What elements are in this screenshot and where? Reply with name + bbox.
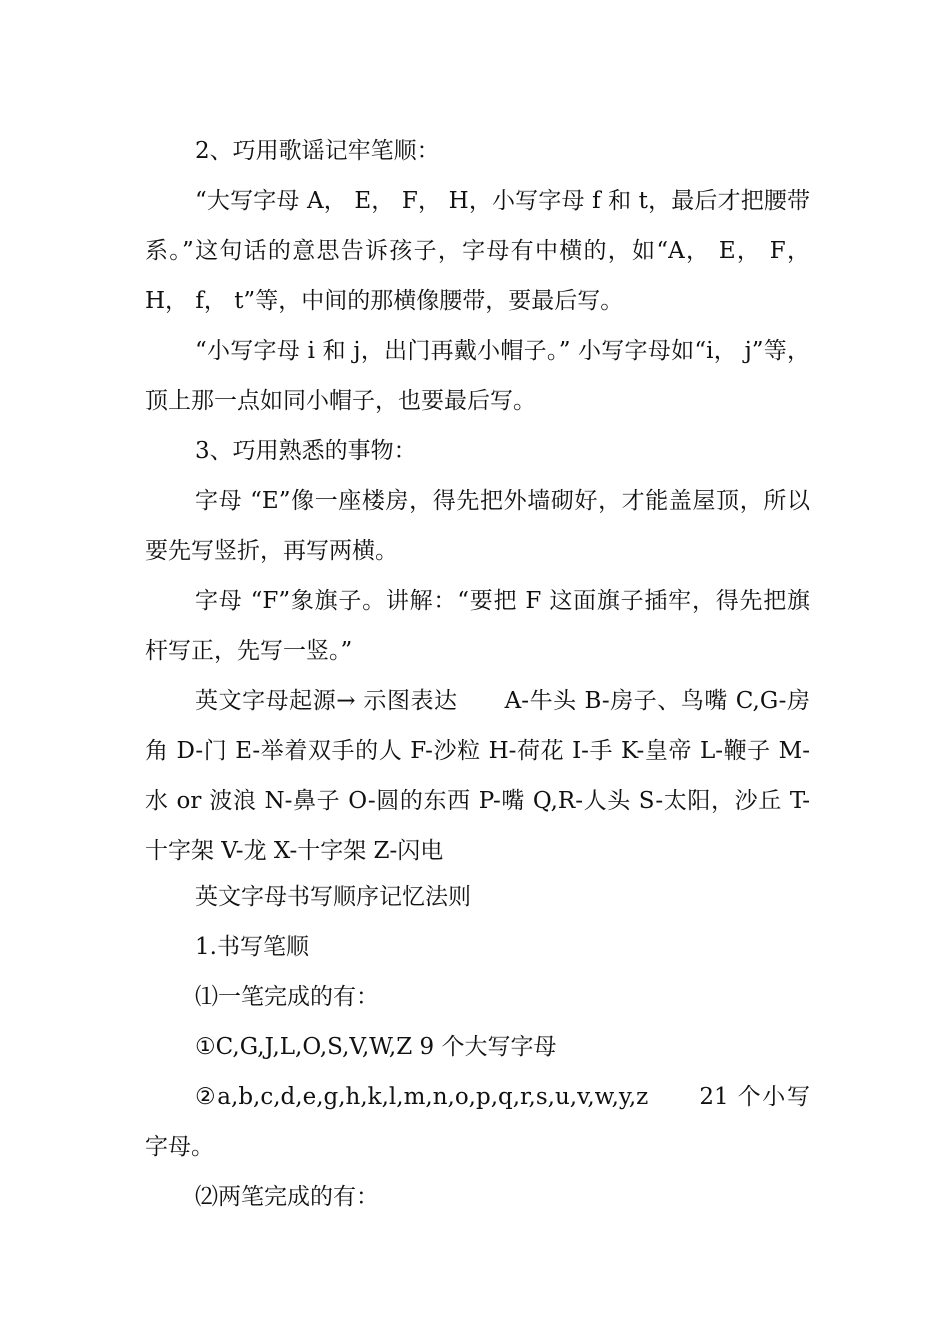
paragraph-11: ①C,G,J,L,O,S,V,W,Z 9 个大写字母 <box>195 1034 557 1060</box>
paragraph-8: 英文字母书写顺序记忆法则 <box>195 884 471 910</box>
paragraph-2: “大写字母 A， E， F， H，小写字母 f 和 t，最后才把腰带系。”这句话的意思告诉孩子，字母有中横的，如“A， E， F， H， f， t”等，中间的那横像腰带，要最后写。 <box>145 188 810 314</box>
paragraph-12: ②a,b,c,d,e,g,h,k,l,m,n,o,p,q,r,s,u,v,w,y,z 21 个小写字母。 <box>145 1084 810 1160</box>
paragraph-5: 字母 “E”像一座楼房，得先把外墙砌好，才能盖屋顶，所以要先写竖折，再写两横。 <box>145 488 810 564</box>
paragraph-1: 2、巧用歌谣记牢笔顺： <box>195 138 440 164</box>
paragraph-10: ⑴一笔完成的有： <box>195 984 379 1010</box>
paragraph-13: ⑵两笔完成的有： <box>195 1184 379 1210</box>
paragraph-6: 字母 “F”象旗子。讲解：“要把 F 这面旗子插牢，得先把旗杆写正，先写一竖。” <box>145 588 810 664</box>
paragraph-4: 3、巧用熟悉的事物： <box>195 438 417 464</box>
paragraph-3: “小写字母 i 和 j，出门再戴小帽子。” 小写字母如“i， j”等，顶上那一点如同小帽子，也要最后写。 <box>145 338 810 414</box>
paragraph-7: 英文字母起源→ 示图表达 A-牛头 B-房子、鸟嘴 C,G-房角 D-门 E-举着双手的人 F-沙粒 H-荷花 I-手 K-皇帝 L-鞭子 M-水 or 波浪 N-鼻子 O-圆的东西 P-嘴 Q,R-人头 S-太阳，沙丘 T-十字架 V-龙 X-十字架 Z-闪电 <box>145 688 810 864</box>
paragraph-9: 1.书写笔顺 <box>195 934 309 960</box>
